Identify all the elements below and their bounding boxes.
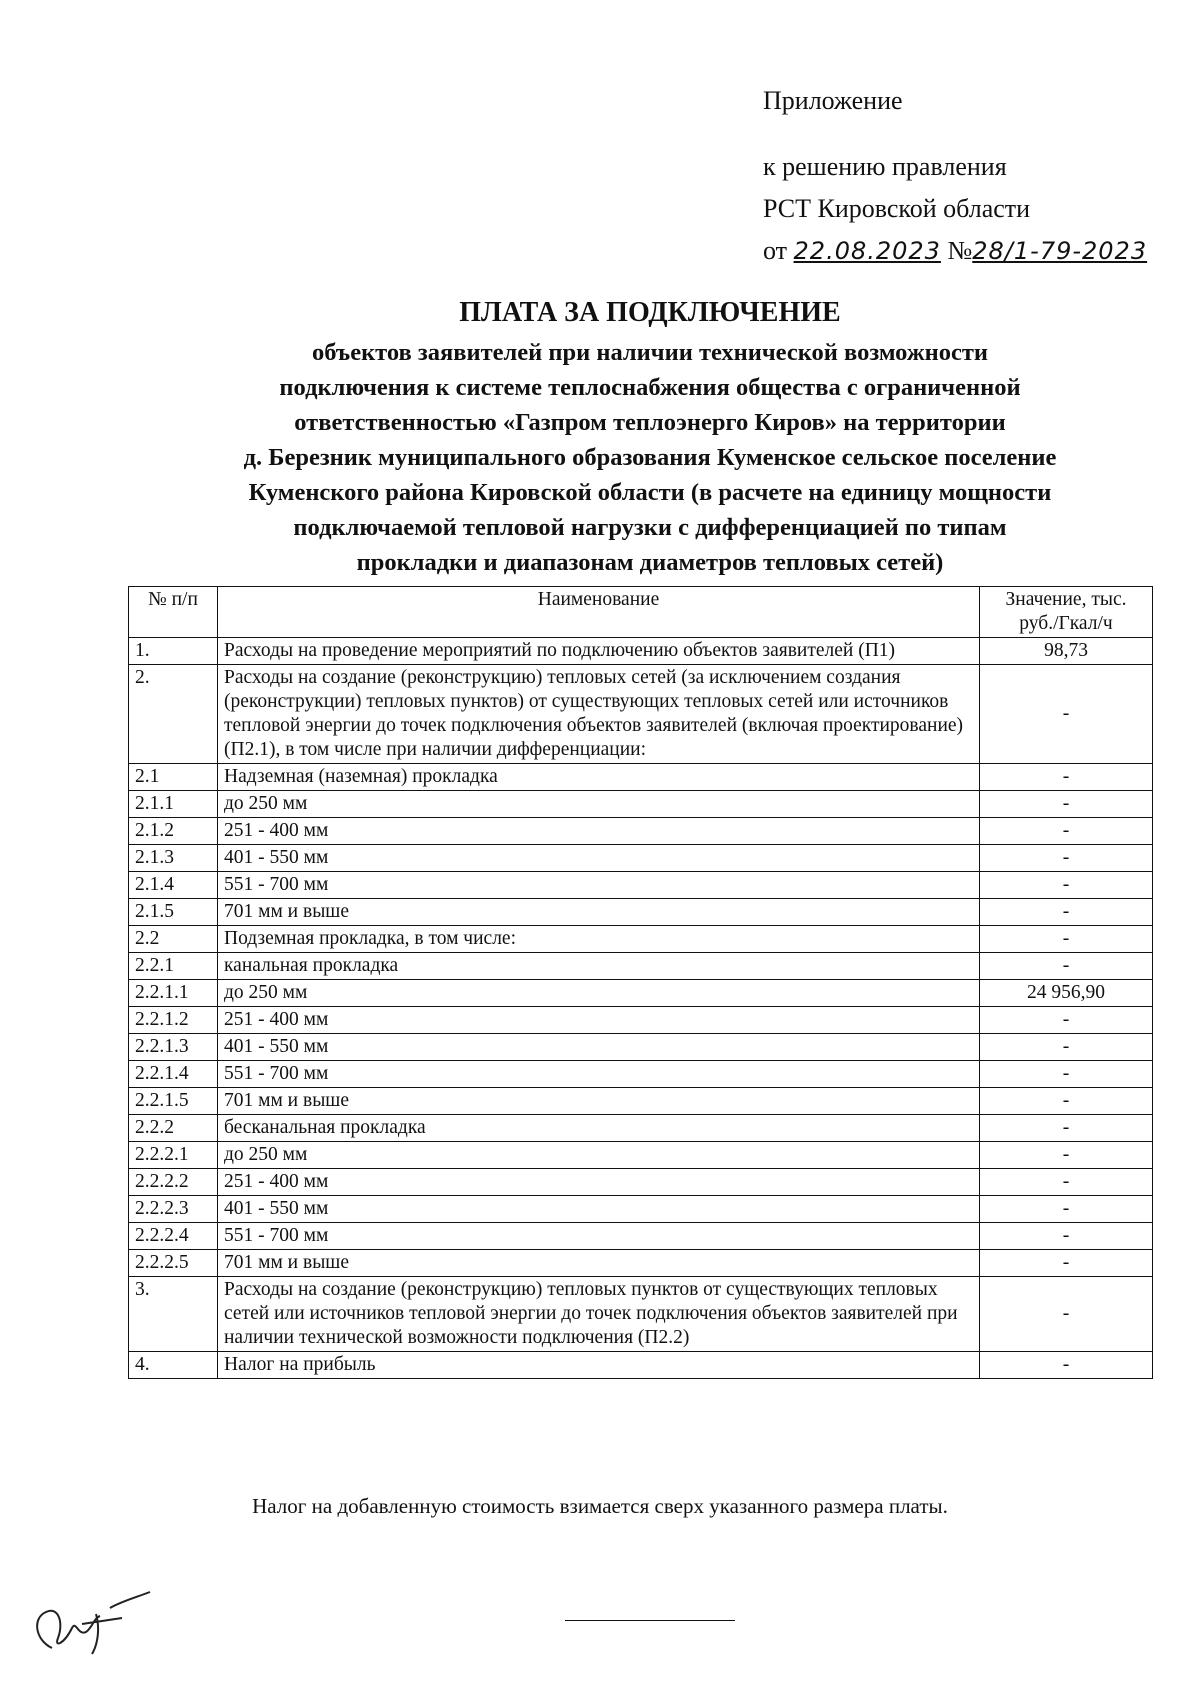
table-row xyxy=(129,638,1153,665)
row-value: - xyxy=(980,1034,1153,1061)
row-name: 551 - 700 мм xyxy=(218,872,980,899)
table-row xyxy=(129,1034,1153,1061)
subtitle-line: д. Березник муниципального образования Куменское сельское поселение xyxy=(243,444,1057,471)
row-value: - xyxy=(980,1169,1153,1196)
from-label: от xyxy=(763,236,788,265)
row-number: 2.1.1 xyxy=(129,791,218,818)
row-value: - xyxy=(980,1277,1153,1352)
table-row xyxy=(129,953,1153,980)
header-name: Наименование xyxy=(218,587,980,638)
table-row xyxy=(129,1250,1153,1277)
row-name: до 250 мм xyxy=(218,791,980,818)
header-value: Значение, тыс. руб./Гкал/ч xyxy=(980,587,1153,638)
row-value: - xyxy=(980,1352,1153,1379)
subtitle-line: Куменского района Кировской области (в расчете на единицу мощности xyxy=(248,479,1052,506)
row-value: - xyxy=(980,1196,1153,1223)
row-value: - xyxy=(980,1223,1153,1250)
row-value: - xyxy=(980,791,1153,818)
row-number: 2.2.1.1 xyxy=(129,980,218,1007)
subtitle-line: объектов заявителей при наличии технической возможности xyxy=(312,339,988,366)
fee-table xyxy=(128,586,1153,1379)
row-number: 2.1.3 xyxy=(129,845,218,872)
row-name: 251 - 400 мм xyxy=(218,1007,980,1034)
row-value: - xyxy=(980,1142,1153,1169)
row-value: - xyxy=(980,764,1153,791)
row-number: 2.2.1.5 xyxy=(129,1088,218,1115)
row-number: 3. xyxy=(129,1277,218,1352)
table-header-row xyxy=(129,587,1153,638)
table-row xyxy=(129,1115,1153,1142)
row-number: 2.2.2.4 xyxy=(129,1223,218,1250)
row-value: - xyxy=(980,1115,1153,1142)
table-row xyxy=(129,1088,1153,1115)
row-name: бесканальная прокладка xyxy=(218,1115,980,1142)
table-row xyxy=(129,1142,1153,1169)
document-subtitle xyxy=(130,335,1170,580)
row-name: 401 - 550 мм xyxy=(218,1034,980,1061)
row-value: - xyxy=(980,953,1153,980)
table-row xyxy=(129,1007,1153,1034)
row-name: Расходы на проведение мероприятий по подключению объектов заявителей (П1) xyxy=(218,638,980,665)
appendix-header xyxy=(763,80,1147,272)
subtitle-line: прокладки и диапазонам диаметров тепловых сетей) xyxy=(356,549,944,576)
row-name: Надземная (наземная) прокладка xyxy=(218,764,980,791)
row-number: 2.2.1 xyxy=(129,953,218,980)
number-label: № xyxy=(947,236,973,265)
decision-date-number xyxy=(763,230,1147,272)
row-value: - xyxy=(980,1250,1153,1277)
row-name: 701 мм и выше xyxy=(218,1088,980,1115)
table-row xyxy=(129,899,1153,926)
table-row xyxy=(129,1196,1153,1223)
row-name: 251 - 400 мм xyxy=(218,1169,980,1196)
row-name: Подземная прокладка, в том числе: xyxy=(218,926,980,953)
row-name: 701 мм и выше xyxy=(218,1250,980,1277)
vat-footnote: Налог на добавленную стоимость взимается сверх указанного размера платы. xyxy=(252,1494,948,1518)
row-name: Расходы на создание (реконструкцию) тепловых сетей (за исключением создания (реконструкции) тепловых пунктов) от существующих тепловых сетей или источников тепловой энергии до точек подключения объектов заявителей (включая проектирование) (П2.1), в том числе при наличии дифференциации: xyxy=(218,665,980,764)
subtitle-line: ответственностью «Газпром теплоэнерго Киров» на территории xyxy=(294,409,1006,436)
row-value: - xyxy=(980,665,1153,764)
table-row xyxy=(129,926,1153,953)
row-number: 2.1.4 xyxy=(129,872,218,899)
row-value: 24 956,90 xyxy=(980,980,1153,1007)
row-name: до 250 мм xyxy=(218,1142,980,1169)
row-name: канальная прокладка xyxy=(218,953,980,980)
table-row xyxy=(129,872,1153,899)
row-name: до 250 мм xyxy=(218,980,980,1007)
row-name: 251 - 400 мм xyxy=(218,818,980,845)
row-value: - xyxy=(980,899,1153,926)
row-value: 98,73 xyxy=(980,638,1153,665)
table-row xyxy=(129,791,1153,818)
row-number: 2.1 xyxy=(129,764,218,791)
row-value: - xyxy=(980,1007,1153,1034)
row-number: 2.2.2.5 xyxy=(129,1250,218,1277)
row-number: 2. xyxy=(129,665,218,764)
row-value: - xyxy=(980,1061,1153,1088)
table-row xyxy=(129,1223,1153,1250)
table-row xyxy=(129,1277,1153,1352)
subtitle-line: подключения к системе теплоснабжения общества с ограниченной xyxy=(279,374,1021,401)
row-number: 1. xyxy=(129,638,218,665)
table-row xyxy=(129,1169,1153,1196)
table-row xyxy=(129,1061,1153,1088)
row-name: 401 - 550 мм xyxy=(218,845,980,872)
row-name: Налог на прибыль xyxy=(218,1352,980,1379)
decision-date: 22.08.2023 xyxy=(793,237,941,265)
table-row xyxy=(129,980,1153,1007)
row-number: 2.2.2 xyxy=(129,1115,218,1142)
row-name: Расходы на создание (реконструкцию) тепловых пунктов от существующих тепловых сетей или источников тепловой энергии до точек подключения объектов заявителей при наличии технической возможности подключения (П2.2) xyxy=(218,1277,980,1352)
separator-line xyxy=(565,1620,735,1621)
row-number: 2.2.1.4 xyxy=(129,1061,218,1088)
table-row xyxy=(129,665,1153,764)
row-value: - xyxy=(980,845,1153,872)
row-value: - xyxy=(980,1088,1153,1115)
row-number: 2.2 xyxy=(129,926,218,953)
row-number: 2.2.2.1 xyxy=(129,1142,218,1169)
row-number: 2.2.2.2 xyxy=(129,1169,218,1196)
signature xyxy=(30,1588,180,1658)
subtitle-line: подключаемой тепловой нагрузки с дифференциацией по типам xyxy=(293,514,1007,541)
row-name: 701 мм и выше xyxy=(218,899,980,926)
row-name: 551 - 700 мм xyxy=(218,1061,980,1088)
appendix-label: Приложение xyxy=(763,86,903,115)
table-row xyxy=(129,818,1153,845)
decision-number: 28/1-79-2023 xyxy=(972,237,1148,265)
row-name: 401 - 550 мм xyxy=(218,1196,980,1223)
table-row xyxy=(129,845,1153,872)
row-number: 4. xyxy=(129,1352,218,1379)
document-title: ПЛАТА ЗА ПОДКЛЮЧЕНИЕ xyxy=(459,297,841,328)
row-value: - xyxy=(980,872,1153,899)
table-row xyxy=(129,764,1153,791)
row-number: 2.2.1.2 xyxy=(129,1007,218,1034)
authority-name: РСТ Кировской области xyxy=(763,194,1031,223)
row-value: - xyxy=(980,818,1153,845)
row-number: 2.1.2 xyxy=(129,818,218,845)
table-row xyxy=(129,1352,1153,1379)
row-name: 551 - 700 мм xyxy=(218,1223,980,1250)
decision-ref: к решению правления xyxy=(763,152,1007,181)
row-number: 2.2.2.3 xyxy=(129,1196,218,1223)
row-number: 2.1.5 xyxy=(129,899,218,926)
row-value: - xyxy=(980,926,1153,953)
row-number: 2.2.1.3 xyxy=(129,1034,218,1061)
header-number: № п/п xyxy=(129,587,218,638)
